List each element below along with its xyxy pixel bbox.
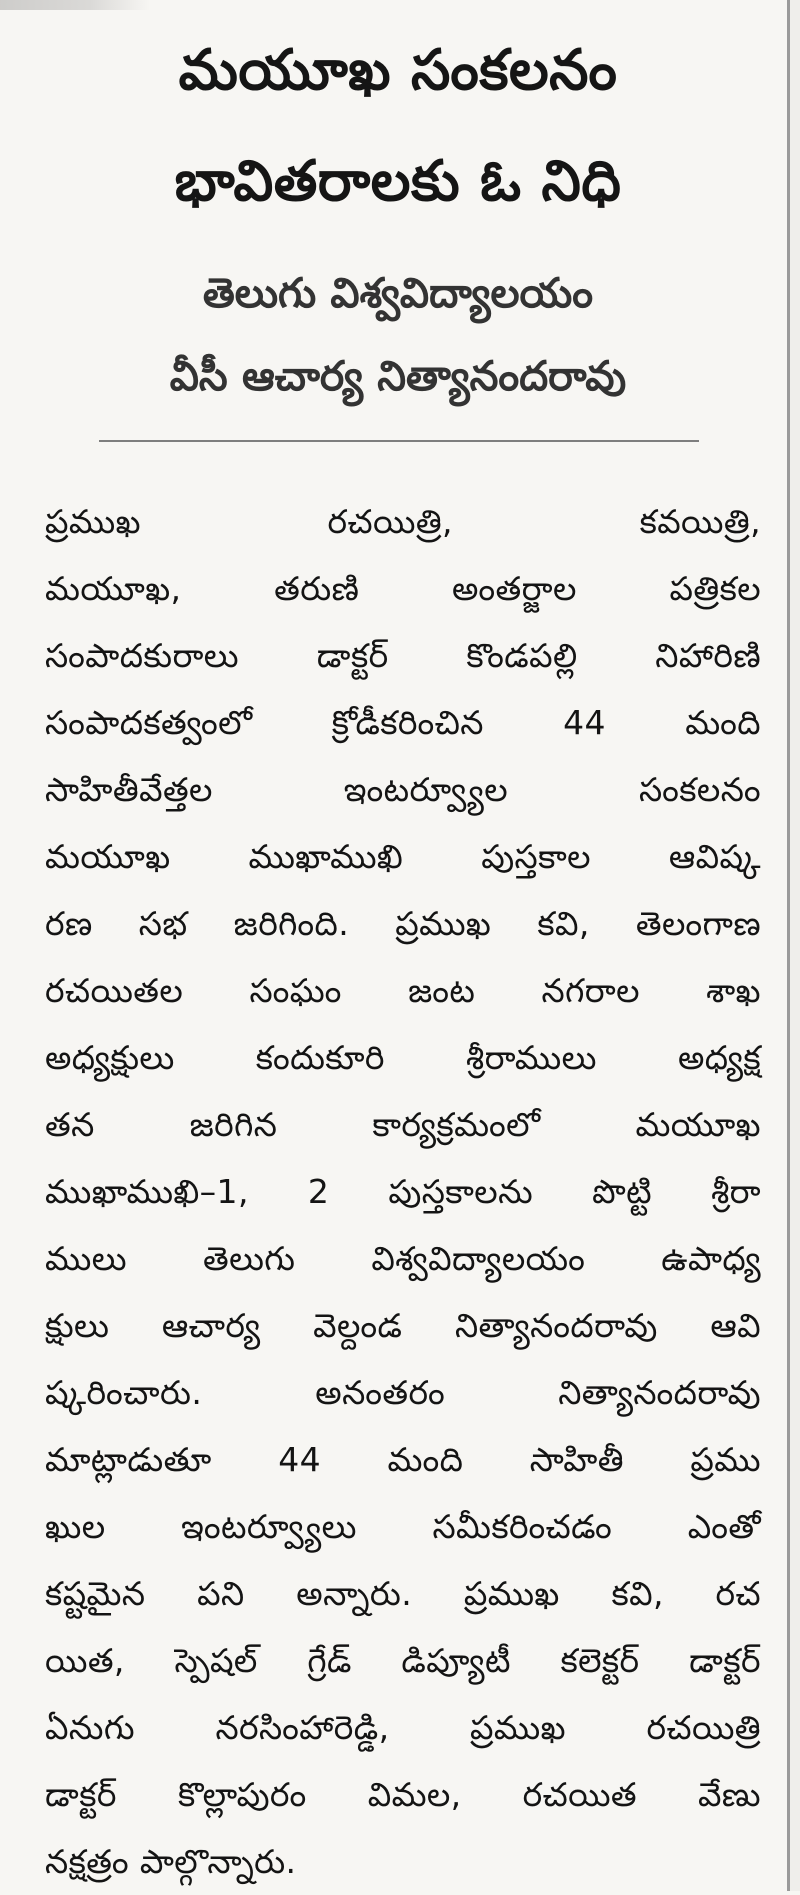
- article-body: [45, 488, 761, 1895]
- headline-line-1: మయూఖ సంకలనం: [178, 38, 618, 103]
- body-line: కష్టమైన పని అన్నారు. ప్రముఖ కవి, రచ: [45, 1574, 761, 1613]
- body-line: అధ్యక్షులు కందుకూరి శ్రీరాములు అధ్యక్ష: [45, 1038, 761, 1077]
- body-line: ష్కరించారు. అనంతరం నిత్యానందరావు: [45, 1373, 761, 1412]
- body-line: మయూఖ, తరుణి అంతర్జాల పత్రికల: [45, 569, 761, 608]
- body-line: సాహితీవేత్తల ఇంటర్వ్యూల సంకలనం: [45, 770, 761, 809]
- body-line: డాక్టర్ కొల్లాపురం విమల, రచయిత వేణు: [45, 1775, 761, 1814]
- body-line: ముఖాముఖి–1, 2 పుస్తకాలను పొట్టి శ్రీరా: [45, 1172, 761, 1211]
- body-line: సంపాదకురాలు డాక్టర్ కొండపల్లి నిహారిణి: [45, 636, 761, 675]
- body-line: తన జరిగిన కార్యక్రమంలో మయూఖ: [45, 1105, 761, 1144]
- body-line: మయూఖ ముఖాముఖి పుస్తకాల ఆవిష్క: [45, 837, 761, 876]
- top-clipping-edge: [0, 0, 150, 10]
- body-line: సంపాదకత్వంలో క్రోడీకరించిన 44 మంది: [45, 703, 761, 742]
- right-page-edge: [790, 0, 800, 1891]
- column-divider: [787, 0, 790, 1891]
- body-line: యిత, స్పెషల్ గ్రేడ్ డిప్యూటీ కలెక్టర్ డాక్టర్: [45, 1641, 761, 1680]
- body-line: రణ సభ జరిగింది. ప్రముఖ కవి, తెలంగాణ: [45, 904, 761, 943]
- subheadline-underline: [99, 440, 699, 442]
- body-line: ఖుల ఇంటర్వ్యూలు సమీకరించడం ఎంతో: [45, 1507, 761, 1546]
- body-line: నక్షత్రం పాల్గొన్నారు.: [45, 1842, 297, 1881]
- body-line: మాట్లాడుతూ 44 మంది సాహితీ ప్రము: [45, 1440, 761, 1479]
- body-line: క్షులు ఆచార్య వెల్దండ నిత్యానందరావు ఆవి: [45, 1306, 761, 1345]
- body-line: ప్రముఖ రచయిత్రి, కవయిత్రి,: [45, 502, 761, 541]
- body-line: రచయితల సంఘం జంట నగరాల శాఖ: [45, 971, 761, 1010]
- subheadline-line-2: వీసీ ఆచార్య నిత్యానందరావు: [169, 352, 627, 400]
- headline-line-2: భావితరాలకు ఓ నిధి: [174, 149, 622, 214]
- body-line: ఏనుగు నరసింహారెడ్డి, ప్రముఖ రచయిత్రి: [45, 1708, 761, 1747]
- body-line: ములు తెలుగు విశ్వవిద్యాలయం ఉపాధ్య: [45, 1239, 761, 1278]
- subheadline-line-1: తెలుగు విశ్వవిద్యాలయం: [202, 269, 594, 317]
